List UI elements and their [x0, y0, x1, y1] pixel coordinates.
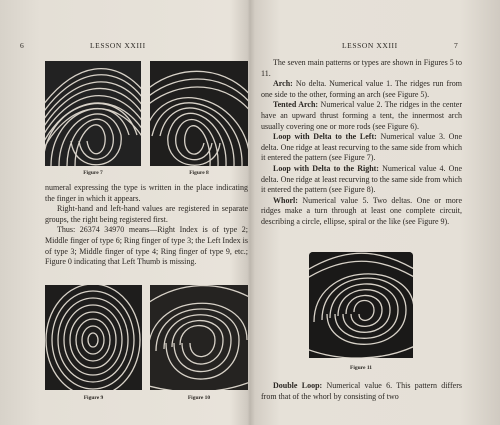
figure-8-caption: Figure 8 — [189, 170, 209, 176]
arch-text: No delta. Numerical value 1. The ridges run from one side to the other, forming an arch (see Figure 5). — [261, 79, 463, 99]
left-paragraph-2: Right-hand and left-hand values are registered in separate groups, the right being registered first. — [45, 204, 248, 224]
page-header-right: LESSON XXIII — [342, 41, 398, 50]
loop-left-text: Numerical value 3. One delta. One ridge at least recurving to the same side from which it entered the pattern (see Figure 7). — [261, 132, 462, 163]
whorl-text: Numerical value 5. Two deltas. One or more ridges make a turn through at least one complete circuit, describing a circle, ellipse, spiral or the like (see Figure 9). — [261, 195, 462, 226]
figure-10-caption: Figure 10 — [187, 395, 211, 401]
loop-right-paragraph — [261, 164, 462, 196]
loop-right-text: Numerical value 4. One delta. One ridge at least recurving to the same side from which it entered the pattern (see Figure 8). — [261, 163, 463, 195]
fingerprint-figure-8 — [150, 61, 248, 166]
intro-paragraph: The seven main patterns or types are shown in Figures 5 to 11. — [261, 58, 462, 78]
right-page — [252, 0, 500, 425]
left-paragraph-1: numeral expressing the type is written in the place indicating the finger in which it appears. — [45, 183, 248, 203]
fingerprint-figure-10 — [150, 285, 248, 390]
tented-arch-label: Tented Arch: — [273, 100, 319, 110]
loop-right-label: Loop with Delta to the Right: — [273, 163, 379, 173]
whorl-label: Whorl: — [273, 195, 298, 205]
double-loop-text: Numerical value 6. This pattern differs from that of the whorl by consisting of two — [261, 381, 463, 401]
double-loop-label: Double Loop: — [273, 381, 323, 390]
left-paragraph-3: Thus: 26374 34970 means—Right Index is of type 2; Middle finger of type 6; Ring finger of type 3; the Left Index is of type 3; Middle finger of type 4; Ring finger of type 9, etc.; Figure 0 indicating that Left Thumb is missing. — [45, 225, 248, 267]
fingerprint-whorl-image — [45, 285, 142, 390]
page-header-left: LESSON XXIII — [90, 41, 146, 50]
double-loop-paragraph — [261, 381, 462, 402]
figure-11-caption: Figure 11 — [349, 365, 373, 371]
whorl-paragraph — [261, 196, 462, 228]
tented-arch-text: Numerical value 2. The ridges in the center have an upward thrust forming a tent, the innermost arch usually covering one or more rods (see Figure 6). — [261, 100, 463, 131]
fingerprint-double-loop-image — [150, 285, 248, 390]
figure-7-caption: Figure 7 — [83, 170, 103, 176]
tented-arch-paragraph — [261, 100, 462, 132]
arch-label: Arch: — [273, 79, 293, 89]
left-body-text — [45, 183, 248, 268]
fingerprint-figure-9 — [45, 285, 142, 390]
arch-paragraph — [261, 79, 462, 100]
fingerprint-loop-right-image — [150, 61, 248, 166]
figure-9-caption: Figure 9 — [83, 395, 104, 401]
fingerprint-loop-image — [45, 61, 141, 166]
page-number-left: 6 — [20, 41, 24, 50]
loop-left-paragraph — [261, 132, 462, 164]
right-body-text — [261, 58, 462, 228]
left-page — [0, 0, 248, 425]
fingerprint-figure-11 — [309, 252, 413, 358]
fingerprint-accidental-image — [309, 252, 413, 358]
fingerprint-figure-7 — [45, 61, 141, 166]
page-number-right: 7 — [454, 41, 458, 50]
loop-left-label: Loop with Delta to the Left: — [273, 132, 377, 142]
